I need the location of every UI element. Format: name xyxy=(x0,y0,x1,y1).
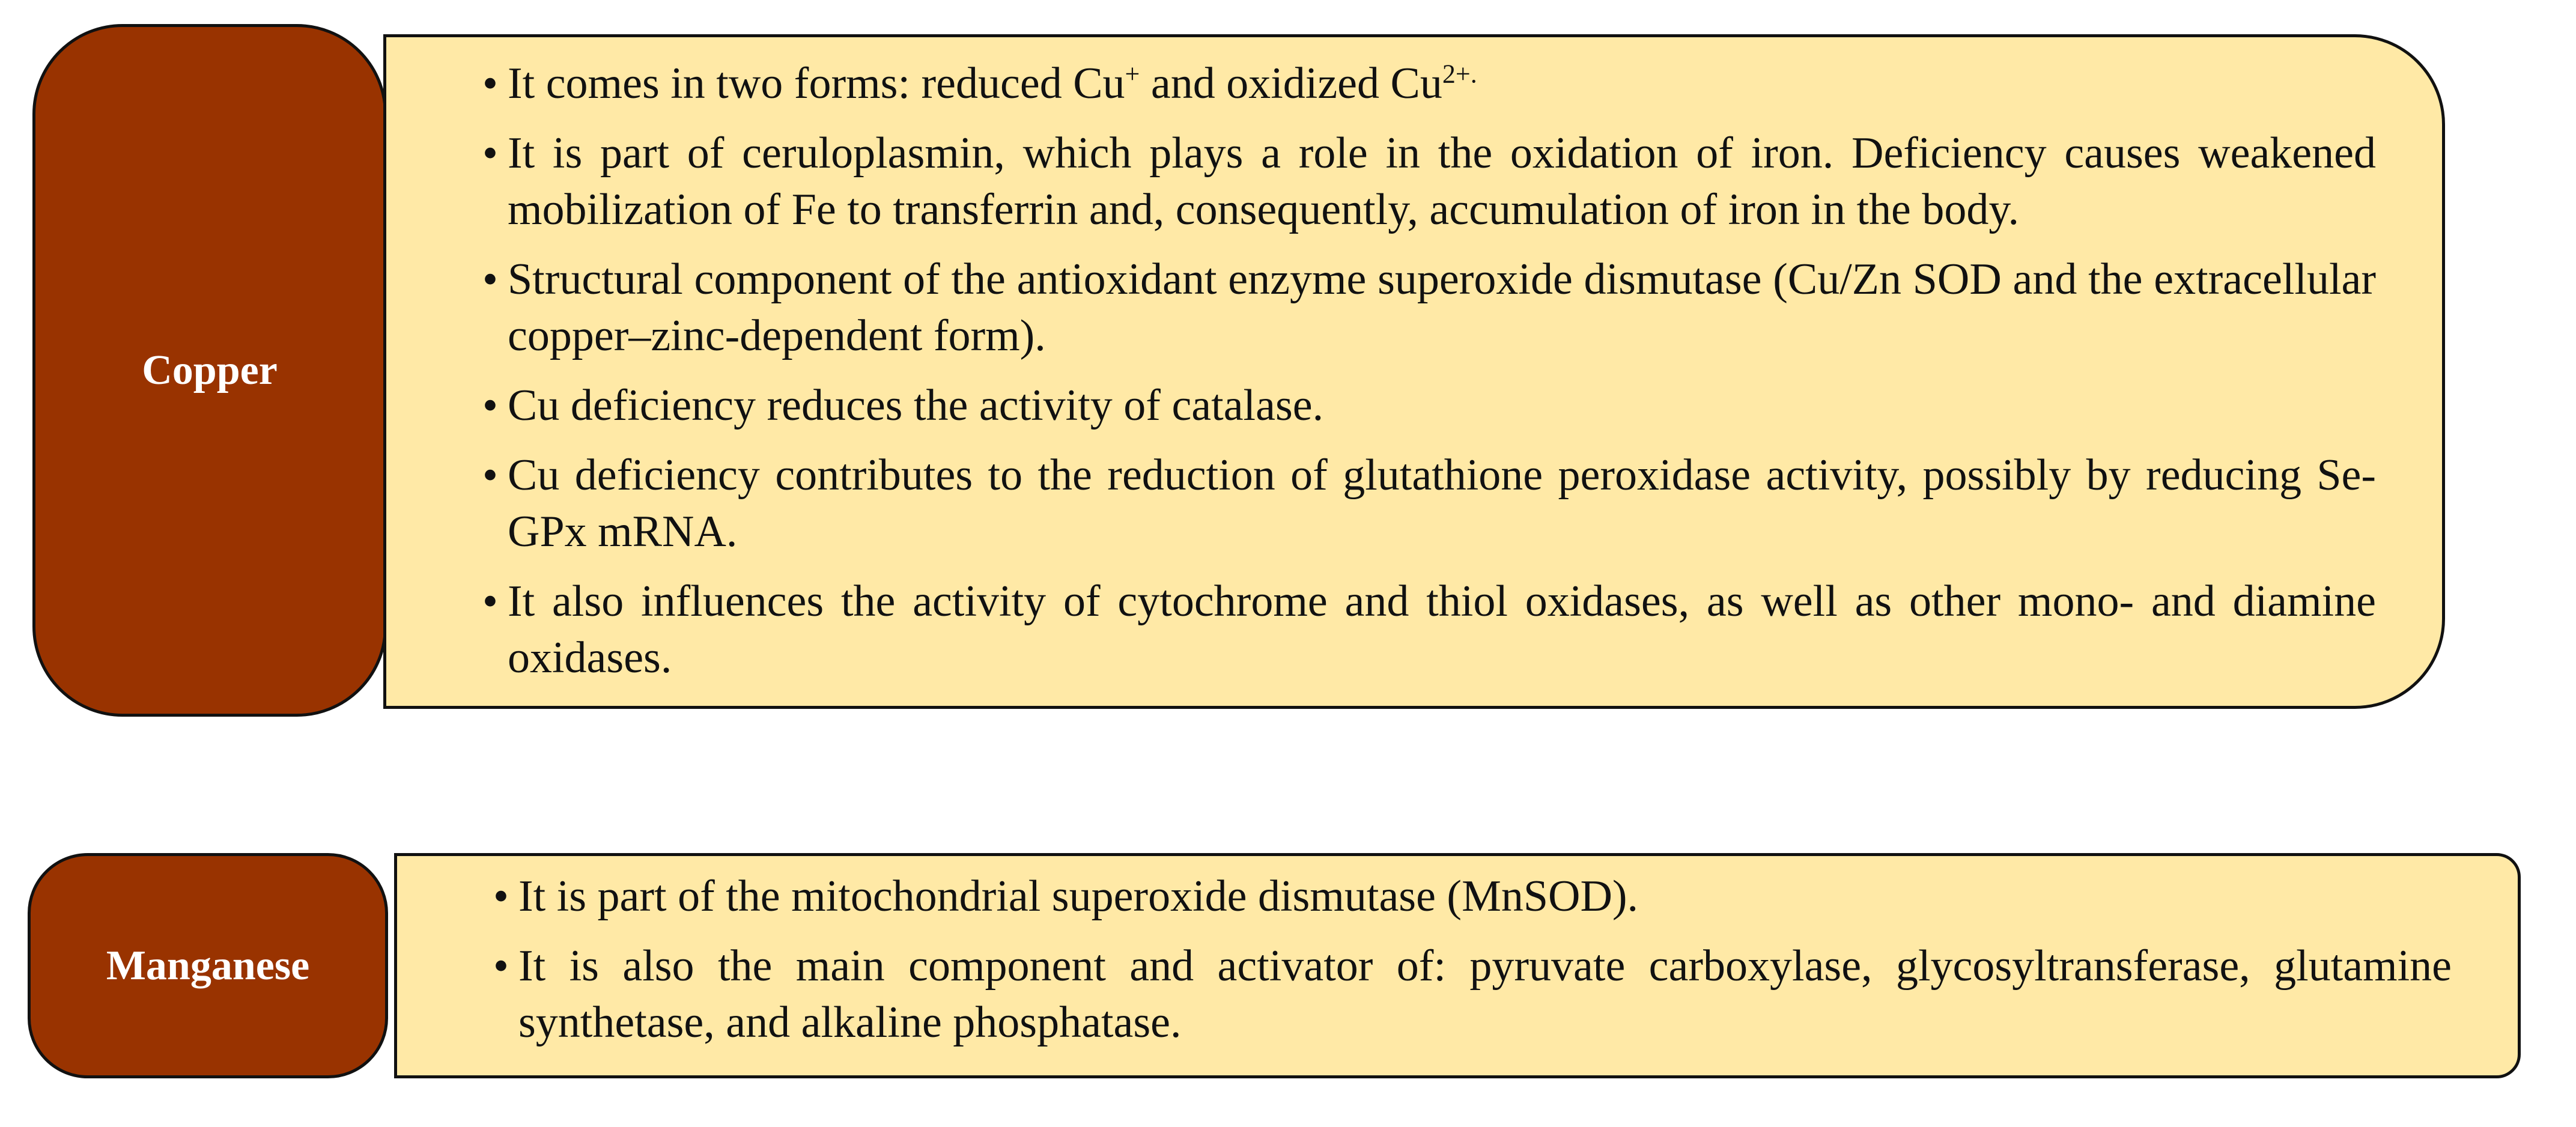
superscript: + xyxy=(1125,59,1140,89)
superscript: 2+. xyxy=(1442,59,1477,89)
manganese-label-box xyxy=(28,853,388,1078)
list-item xyxy=(482,55,2376,112)
item-text: It comes in two forms: reduced Cu xyxy=(508,59,1125,108)
manganese-description-box xyxy=(394,853,2521,1078)
list-item: • Cu deficiency contributes to the reduction of glutathione peroxidase activity, possibly by reducing Se-GPx mRNA. xyxy=(482,447,2376,560)
manganese-bullet-list xyxy=(493,868,2452,1051)
copper-label-box xyxy=(32,24,387,717)
copper-bullet-list xyxy=(482,55,2376,686)
list-item: • It also influences the activity of cytochrome and thiol oxidases, as well as other mono- and diamine oxidases. xyxy=(482,573,2376,686)
list-item: • Cu deficiency reduces the activity of catalase. xyxy=(482,377,2376,434)
copper-description-box xyxy=(383,34,2445,709)
list-item: • It is part of the mitochondrial superoxide dismutase (MnSOD). xyxy=(493,868,2452,925)
copper-label: Copper xyxy=(142,347,278,393)
list-item: • It is also the main component and activator of: pyruvate carboxylase, glycosyltransferase, glutamine synthetase, and alkaline phosphatase. xyxy=(493,938,2452,1051)
item-text: and oxidized Cu xyxy=(1140,59,1442,108)
list-item: • Structural component of the antioxidant enzyme superoxide dismutase (Cu/Zn SOD and the extracellular copper–zinc-dependent form). xyxy=(482,251,2376,364)
manganese-label: Manganese xyxy=(106,942,310,989)
list-item: • It is part of ceruloplasmin, which plays a role in the oxidation of iron. Deficiency causes weakened mobilization of Fe to transferrin and, consequently, accumulation of iron in the body. xyxy=(482,125,2376,238)
